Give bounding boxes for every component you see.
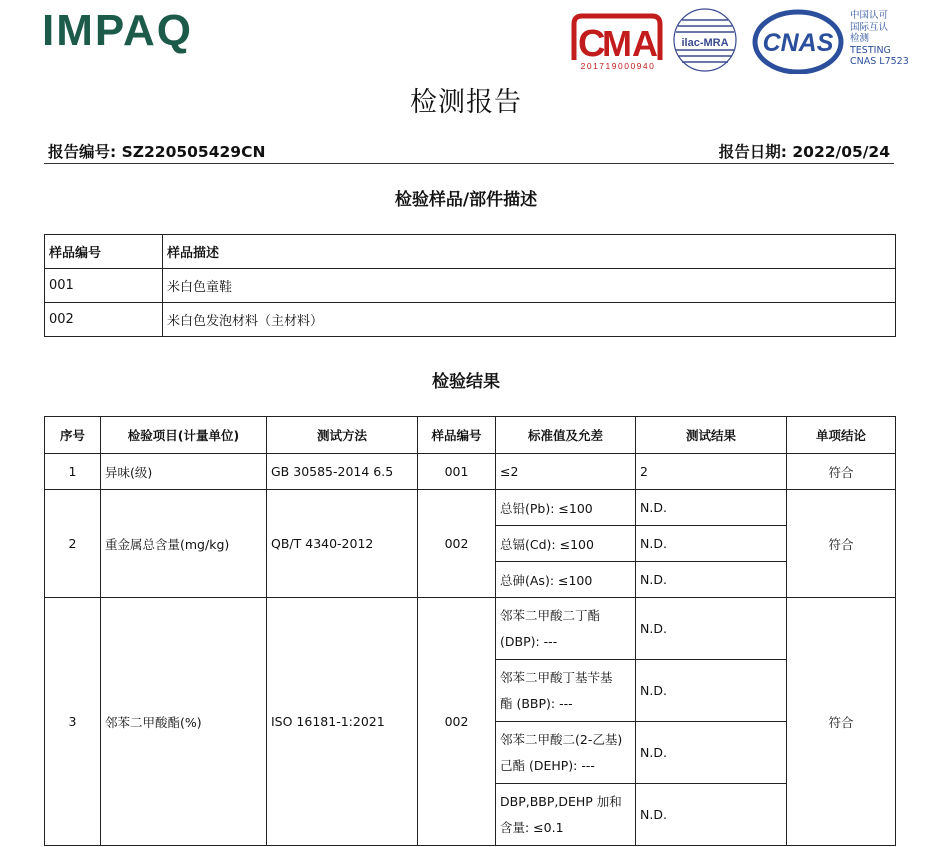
sample-id-cell: 002 <box>418 598 496 846</box>
cma-number: 201719000940 <box>580 61 656 71</box>
header-cell: 序号 <box>45 417 101 454</box>
item-name-cell: 重金属总含量(mg/kg) <box>101 490 267 598</box>
conclusion-cell: 符合 <box>787 490 896 598</box>
standard-cell: 邻苯二甲酸二丁酯 (DBP): --- <box>496 598 636 660</box>
header-cell: 标准值及允差 <box>496 417 636 454</box>
samples-section-title: 检验样品/部件描述 <box>394 190 538 210</box>
svg-text:CNAS: CNAS <box>762 29 834 57</box>
results-section-title: 检验结果 <box>432 372 500 392</box>
svg-text:ilac-MRA: ilac-MRA <box>681 37 729 49</box>
result-cell: N.D. <box>636 526 787 562</box>
method-cell: ISO 16181-1:2021 <box>267 598 418 846</box>
method-cell: QB/T 4340-2012 <box>267 490 418 598</box>
cnas-logo-icon <box>752 8 844 74</box>
sample-id-cell: 002 <box>45 303 163 337</box>
sample-id-cell: 002 <box>418 490 496 598</box>
item-number-cell: 2 <box>45 490 101 598</box>
result-cell: N.D. <box>636 722 787 784</box>
report-number: 报告编号: SZ220505429CN <box>48 143 266 161</box>
sample-desc-cell: 米白色童鞋 <box>163 269 896 303</box>
svg-text:C: C <box>578 23 606 65</box>
report-date: 报告日期: 2022/05/24 <box>718 143 890 161</box>
sample-id-cell: 001 <box>418 454 496 490</box>
standard-cell: 总镉(Cd): ≤100 <box>496 526 636 562</box>
report-title: 检测报告 <box>410 87 522 118</box>
table-row <box>45 490 896 526</box>
sample-id-cell: 001 <box>45 269 163 303</box>
result-cell: N.D. <box>636 562 787 598</box>
item-name-cell: 邻苯二甲酸酯(%) <box>101 598 267 846</box>
standard-cell: ≤2 <box>496 454 636 490</box>
header-cell: 测试结果 <box>636 417 787 454</box>
header-cell: 检验项目(计量单位) <box>101 417 267 454</box>
ilac-mra-logo-icon <box>668 6 742 74</box>
samples-table <box>44 234 896 337</box>
header-cell: 样品编号 <box>45 235 163 269</box>
table-row <box>45 454 896 490</box>
standard-cell: DBP,BBP,DEHP 加和 含量: ≤0.1 <box>496 784 636 846</box>
item-number-cell: 3 <box>45 598 101 846</box>
standard-cell: 总铅(Pb): ≤100 <box>496 490 636 526</box>
result-cell: N.D. <box>636 598 787 660</box>
standard-cell: 邻苯二甲酸二(2-乙基) 己酯 (DEHP): --- <box>496 722 636 784</box>
results-table <box>44 416 896 846</box>
result-cell: N.D. <box>636 784 787 846</box>
conclusion-cell: 符合 <box>787 598 896 846</box>
conclusion-cell: 符合 <box>787 454 896 490</box>
standard-cell: 总砷(As): ≤100 <box>496 562 636 598</box>
table-header-row <box>45 417 896 454</box>
result-cell: 2 <box>636 454 787 490</box>
sample-desc-cell: 米白色发泡材料（主材料） <box>163 303 896 337</box>
result-cell: N.D. <box>636 660 787 722</box>
standard-cell: 邻苯二甲酸丁基苄基 酯 (BBP): --- <box>496 660 636 722</box>
result-cell: N.D. <box>636 490 787 526</box>
table-row <box>45 269 896 303</box>
header-cell: 样品编号 <box>418 417 496 454</box>
header-cell: 单项结论 <box>787 417 896 454</box>
divider <box>44 163 894 164</box>
impaq-logo: IMPAQ <box>42 6 193 55</box>
table-row <box>45 303 896 337</box>
header-cell: 样品描述 <box>163 235 896 269</box>
method-cell: GB 30585-2014 6.5 <box>267 454 418 490</box>
svg-text:MA: MA <box>602 23 658 64</box>
table-header-row <box>45 235 896 269</box>
cnas-info: 中国认可 国际互认 检测 TESTING CNAS L7523 <box>850 10 909 67</box>
report-meta <box>48 140 890 162</box>
header-cell: 测试方法 <box>267 417 418 454</box>
item-number-cell: 1 <box>45 454 101 490</box>
item-name-cell: 异味(级) <box>101 454 267 490</box>
table-row <box>45 598 896 660</box>
